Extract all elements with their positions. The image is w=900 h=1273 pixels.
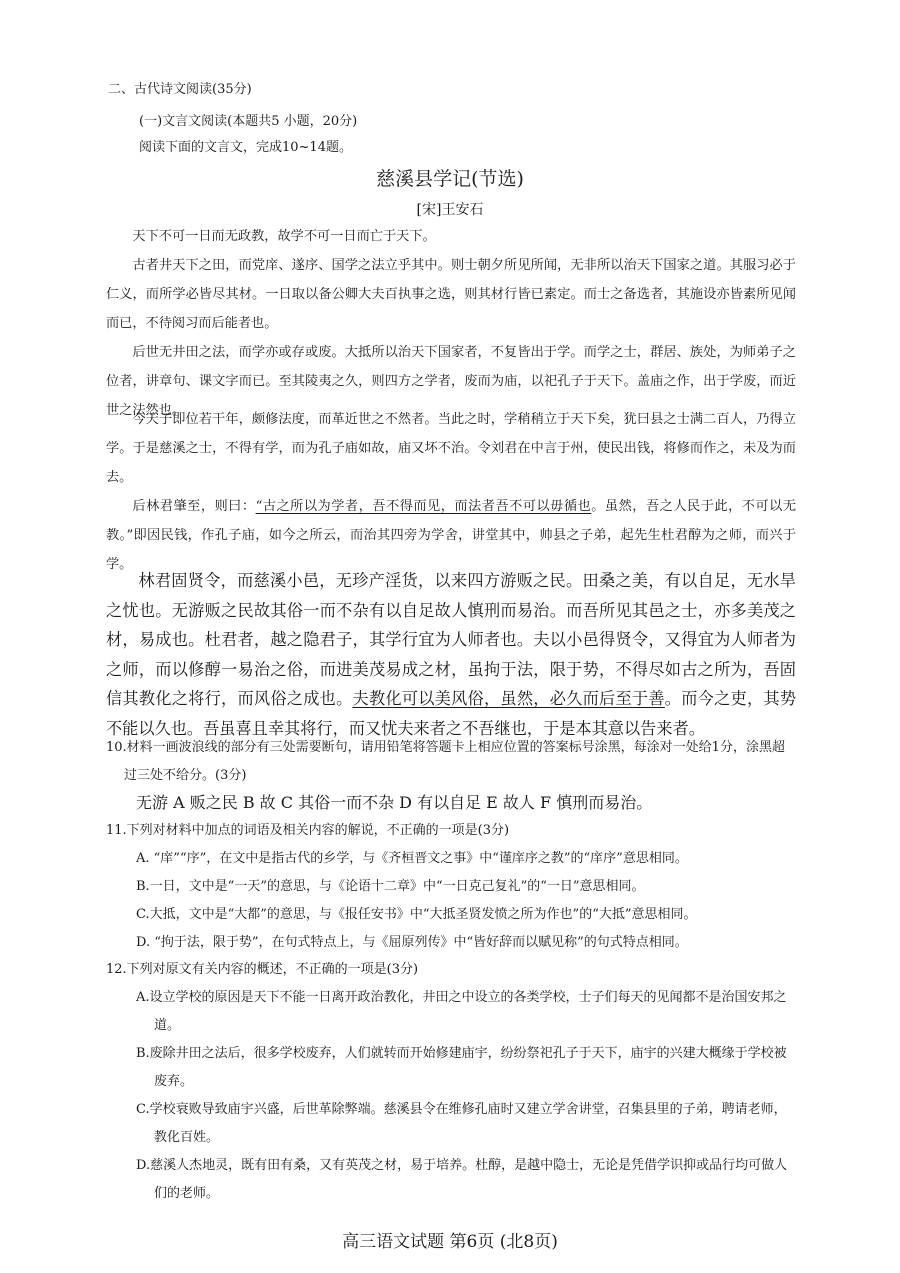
question-12-option-c: [136, 1096, 796, 1152]
paragraph-6-rest: 。而今之吏，其势不能以久也。吾虽喜且幸其将行，而又忧夫来者之不吾继也，于是本其意以告来者。: [106, 689, 797, 738]
question-12-option-b: [136, 1040, 796, 1096]
question-12-option-b-text: B.废除井田之法后，很多学校废弃，人们就转而开始修建庙宇，纷纷祭祀孔子于天下，庙宇的兴建大概缘于学校被废弃。: [136, 1046, 787, 1089]
question-12-option-d: [136, 1152, 796, 1208]
page-footer: 高三语文试题 第6页 (北8页): [342, 1232, 558, 1252]
paragraph-5-lead: 后林君肇至，则曰：: [132, 499, 256, 514]
question-12-option-a: [136, 984, 796, 1040]
question-12-option-a-text: A.设立学校的原因是天下不能一日离开政治教化，井田之中设立的各类学校，士子们每天的见闻都不是治国安邦之道。: [136, 990, 787, 1033]
question-11-option-a: A. “庠”“序”，在文中是指古代的乡学，与《齐桓晋文之事》中“谨庠序之教”的“庠序”意思相同。: [136, 851, 688, 866]
passage-paragraph-2: 古者井天下之田，而党庠、遂序、国学之法立乎其中。则士朝夕所见所闻，无非所以治天下国家之道。其服习必于仁义，而所学必皆尽其材。一日取以备公卿大夫百执事之选，则其材行皆已素定。而士之备选者，其施设亦皆素所见闻而已，不待阅习而后能者也。: [106, 258, 796, 331]
paragraph-6-main: 林君固贤令，而慈溪小邑，无珍产淫货，以来四方游贩之民。田桑之美，有以自足，无水旱之忧也。无游贩之民故其俗一而不杂有以自足故人慎刑而易治。而吾所见其邑之士，亦多美茂之材，易成也。杜君者，越之隐君子，其学行宜为人师者也。夫以小邑得贤令，又得宜为人师者为之师，而以修醇一易治之俗，而进美茂易成之材，虽拘于法，限于势，不得尽如古之所为，吾固信其教化之将行，而风俗之成也。: [106, 571, 796, 708]
question-12-option-d-text: D.慈溪人杰地灵，既有田有桑，又有英茂之材，易于培养。杜醇，是越中隐士，无论是凭借学识抑或品行均可做人们的老师。: [136, 1158, 788, 1201]
question-11-option-b: B.一日，文中是“一天”的意思，与《论语十二章》中“一日克己复礼”的“一日”意思相同。: [136, 879, 645, 894]
underlined-sentence: 夫教化可以美风俗，虽然，必久而后至于善: [352, 689, 665, 708]
passage-paragraph-4: 今天子即位若干年，颇修法度，而革近世之不然者。当此之时，学稍稍立于天下矣，犹曰县之士满二百人，乃得立学。于是慈溪之士，不得有学，而为孔子庙如故，庙又坏不治。令刘君在中言于州，使民出钱，将修而作之，未及为而去。: [106, 412, 796, 485]
passage-author: [宋]王安石: [416, 202, 484, 218]
passage-paragraph-1: 天下不可一日而无政教，故学不可一日而亡于天下。: [132, 229, 436, 244]
question-11: 11.下列对材料中加点的词语及相关内容的解说，不正确的一项是(3分): [106, 823, 510, 838]
question-11-option-d: D. “拘于法，限于势”，在句式特点上，与《屈原列传》中“皆好辞而以赋见称”的句式特点相同。: [136, 935, 688, 950]
passage-title: 慈溪县学记(节选): [376, 168, 524, 190]
question-10-text: 10.材料一画波浪线的部分有三处需要断句，请用铅笔将答题卡上相应位置的答案标号涂黑，每涂对一处给1分，涂黑超过三处不给分。(3分): [106, 740, 785, 783]
question-12: 12.下列对原文有关内容的概述，不正确的一项是(3分): [106, 962, 419, 977]
passage-paragraph-6: [106, 566, 796, 743]
subsection-heading: (一)文言文阅读(本题共5 小题，20分): [139, 114, 358, 129]
question-11-option-c: C.大抵，文中是“大都”的意思，与《报任安书》中“大抵圣贤发愤之所为作也”的“大抵”意思相同。: [136, 907, 697, 922]
question-10: [106, 734, 796, 790]
passage-paragraph-3: 后世无井田之法，而学亦或存或废。大抵所以治天下国家者，不复皆出于学。而学之士，群居、族处，为师弟子之位者，讲章句、课文字而已。至其陵夷之久，则四方之学者，废而为庙，以祀孔子于天下。盖庙之作，出于学废，而近世之法然也。: [106, 345, 796, 418]
question-12-option-c-text: C.学校衰败导致庙宇兴盛，后世革除弊端。慈溪县令在维修孔庙时又建立学舍讲堂，召集县里的子弟，聘请老师，教化百姓。: [136, 1102, 787, 1145]
reading-instruction: 阅读下面的文言文，完成10~14题。: [139, 140, 352, 155]
paragraph-5-rest: 。虽然，吾之人民于此，不可以无教。”即因民钱，作孔子庙，如今之所云，而治其四旁为学舍，讲堂其中，帅县之子弟，起先生杜君醇为之师，而兴于学。: [106, 499, 797, 572]
section-heading: 二、古代诗文阅读(35分): [108, 82, 252, 97]
question-10-sentence: 无游 A 贩之民 B 故 C 其俗一而不杂 D 有以自足 E 故人 F 慎刑而易治。: [136, 793, 653, 812]
underlined-quote: “古之所以为学者，吾不得而见，而法者吾不可以毋循也: [255, 499, 592, 514]
